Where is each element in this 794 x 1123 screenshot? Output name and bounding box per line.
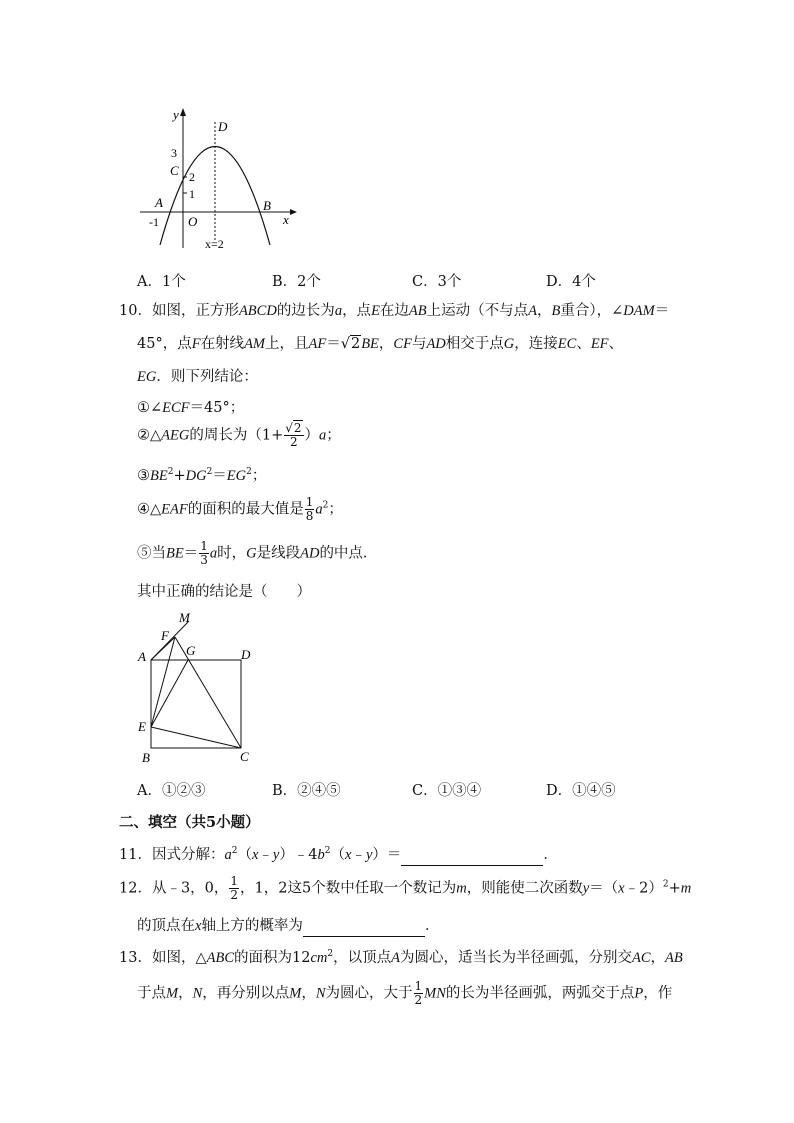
q11-answer-blank[interactable] bbox=[401, 849, 543, 866]
fraction-sqrt2-over-2: $\frac{√2}{2}$ bbox=[285, 421, 302, 449]
q10-option-d[interactable]: D．①④⑤ bbox=[546, 783, 616, 799]
section-heading: 二、填空（共5小题） bbox=[119, 814, 260, 831]
square-figure bbox=[133, 608, 258, 768]
line-x2-label: x=2 bbox=[205, 237, 224, 251]
y-axis-label: y bbox=[173, 107, 179, 122]
q10-conclusion-2: ②△AEG的周长为（1+ $\frac{√2}{2}$ ）a； bbox=[137, 421, 341, 449]
q10-ask: 其中正确的结论是（ ） bbox=[137, 584, 311, 600]
fig-label-m: M bbox=[179, 610, 190, 625]
segment-eg bbox=[151, 660, 188, 727]
fraction-1-over-8: $\frac{1}{8}$ bbox=[305, 495, 314, 523]
point-d-label: D bbox=[218, 119, 228, 134]
fig-label-b: B bbox=[142, 750, 150, 765]
y-axis-arrow-icon bbox=[180, 108, 186, 116]
segment-ec bbox=[151, 727, 241, 748]
q10-option-a[interactable]: A．①②③ bbox=[137, 783, 206, 799]
q9-option-b[interactable]: B．2个 bbox=[272, 274, 321, 290]
fig-label-f: F bbox=[161, 628, 169, 643]
q10-option-c[interactable]: C．①③④ bbox=[412, 783, 482, 799]
q10-stem-line1: 10．如图，正方形ABCD的边长为a，点E在边AB上运动（不与点A，B重合），∠DAM＝ bbox=[119, 303, 670, 319]
q12-answer-blank[interactable] bbox=[303, 920, 425, 937]
point-a-label: A bbox=[155, 195, 163, 210]
q9-option-d[interactable]: D．4个 bbox=[546, 274, 596, 290]
segment-fc bbox=[175, 637, 241, 748]
q13-line2: 于点M，N，再分别以点M，N为圆心，大于 $\frac{1}{2}$ MN的长为半径画弧，两弧交于点P，作 bbox=[137, 979, 673, 1007]
q10-conclusion-3: $③BE^2+DG^2=EG^2$； bbox=[137, 467, 267, 484]
sqrt-sign-icon: √ bbox=[285, 421, 293, 435]
fraction-1-over-3: $\frac{1}{3}$ bbox=[200, 539, 208, 567]
fraction-1-over-2: $\frac{1}{2}$ bbox=[230, 874, 239, 902]
q10-conclusion-5: ⑤当BE＝ $\frac{1}{3}$ a时，G是线段AD的中点． bbox=[137, 539, 378, 567]
point-c-label: C bbox=[170, 163, 179, 178]
fig-label-g: G bbox=[186, 643, 196, 658]
q10-stem-line2: 45°，点F在射线AM上，且AF＝√2BE，CF与AD相交于点G，连接EC、EF、 bbox=[137, 336, 624, 352]
tick-2-label: 2 bbox=[189, 170, 195, 184]
q12-line2: 的顶点在x轴上方的概率为 ． bbox=[137, 914, 439, 937]
q9-option-a[interactable]: A．1个 bbox=[137, 274, 186, 290]
fig-label-a: A bbox=[138, 649, 146, 664]
fig-label-c: C bbox=[240, 749, 249, 764]
q10-conclusion-4: ④△EAF的面积的最大值是 $\frac{1}{8}$ $a^2$； bbox=[137, 495, 343, 523]
tick-1-label: 1 bbox=[189, 187, 195, 201]
point-b-label: B bbox=[263, 198, 271, 213]
fig-label-d: D bbox=[241, 647, 251, 662]
q12-line1: 12．从﹣3，0， $\frac{1}{2}$ ，1，2这5个数中任取一个数记为m，则能使二次函数y＝（x﹣2）$^2$+m bbox=[119, 874, 692, 902]
origin-label: O bbox=[188, 214, 198, 229]
x-axis-arrow-icon bbox=[290, 209, 297, 215]
tick-neg1-label: -1 bbox=[149, 215, 159, 229]
q9-option-c[interactable]: C．3个 bbox=[412, 274, 462, 290]
tick-3-label: 3 bbox=[171, 146, 177, 160]
q10-conclusion-1: ①∠ECF＝45°； bbox=[137, 400, 245, 416]
segment-ef bbox=[151, 637, 175, 727]
fig-label-e: E bbox=[138, 719, 146, 734]
parabola-graph bbox=[135, 100, 305, 255]
q10-stem-line3: EG．则下列结论： bbox=[137, 369, 258, 385]
sqrt-sign-icon: √ bbox=[340, 336, 350, 352]
q10-option-b[interactable]: B．②④⑤ bbox=[272, 783, 341, 799]
q13-line1: 13．如图，△ABC的面积为$12cm^2$，以顶点A为圆心，适当长为半径画弧，分别交AC，AB bbox=[119, 949, 683, 966]
x-axis-label: x bbox=[283, 212, 289, 227]
q11-text: 11．因式分解：$a^2(x﹣y)﹣4b^2(x﹣y)=$ ． bbox=[119, 843, 558, 866]
fraction-1-over-2: $\frac{1}{2}$ bbox=[414, 979, 423, 1007]
